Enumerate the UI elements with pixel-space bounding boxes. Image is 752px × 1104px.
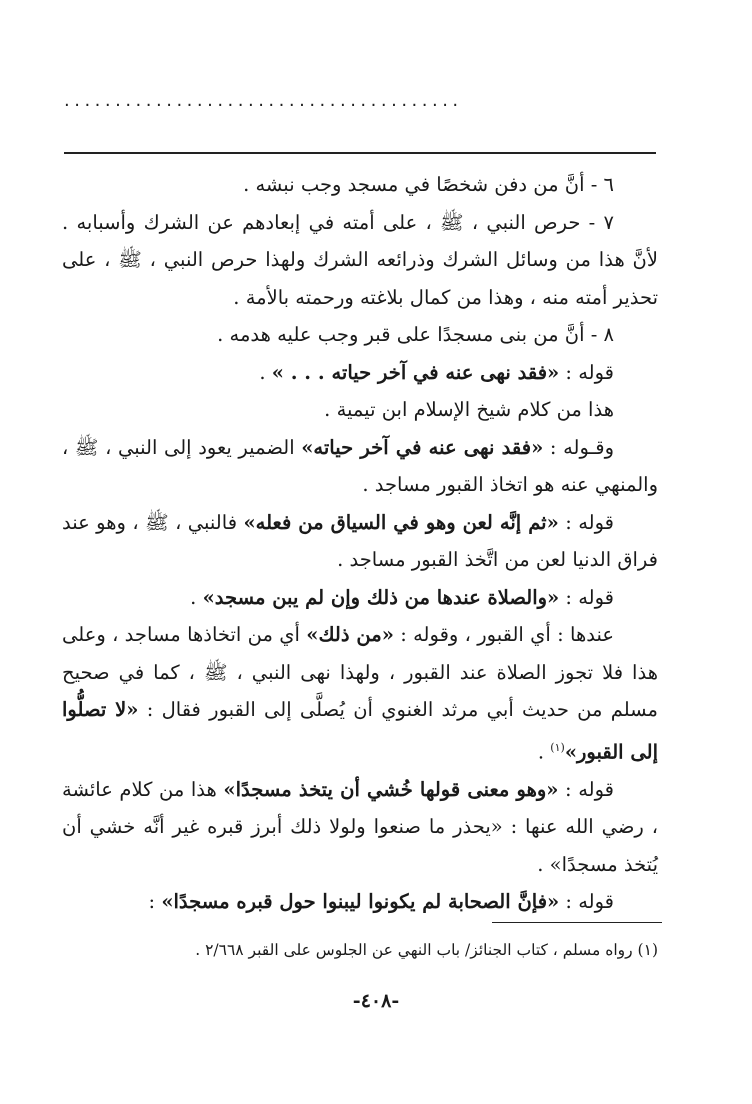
lead-text: عندها : أي القبور ، وقوله :	[393, 623, 615, 646]
header-dots: .......................................	[64, 90, 463, 111]
header-rule	[64, 152, 656, 154]
lead-text: قوله :	[558, 777, 614, 801]
quote-paragraph-4	[62, 579, 658, 617]
quoted-text: «من ذلك»	[306, 623, 394, 646]
trail-text: .	[190, 585, 203, 609]
lead-text: قوله :	[558, 510, 615, 534]
quoted-text: «وهو معنى قولها خُشي أن يتخذ مسجدًا»	[223, 777, 559, 801]
footnote-rule	[492, 922, 662, 923]
paragraph-8: ٨ - أنَّ من بنى مسجدًا على قبر وجب عليه هدمه .	[217, 323, 614, 346]
quote-paragraph-1	[62, 354, 658, 392]
trail-text: .	[259, 360, 272, 384]
lead-text: قوله :	[559, 890, 614, 913]
quote-paragraph-2	[62, 429, 658, 504]
hadith-quote: «لا تصلُّوا إلى القبور»	[62, 698, 658, 763]
middle-text: أي من اتخاذها مساجد ، وعلى هذا فلا تجوز الصلاة عند القبور ، ولهذا نهى النبي ، ﷺ ، كما في صحيح مسلم من حديث أبي مرثد الغنوي أن يُصلَّى إلى القبور فقال :	[62, 623, 658, 721]
lead-text: وقـوله :	[543, 435, 615, 459]
quoted-text: «فقد نهى عنه في آخر حياته . . . »	[271, 360, 560, 384]
paragraph-7: ٧ - حرص النبي ، ﷺ ، على أمته في إبعادهم عن الشرك وأسبابه . لأنَّ هذا من وسائل الشرك وذرائعه الشرك ولهذا حرص النبي ، ﷺ ، على تحذير أمته منه ، وهذا من كمال بلاغته ورحمته بالأمة .	[62, 210, 658, 309]
quoted-text: «فإنَّ الصحابة لم يكونوا ليبنوا حول قبره مسجدًا»	[161, 890, 560, 913]
trail-text: الضمير يعود إلى النبي ، ﷺ ، والمنهي عنه هو اتخاذ القبور مساجد .	[62, 435, 658, 496]
quoted-text: «والصلاة عندها من ذلك وإن لم يبن مسجد»	[202, 585, 560, 609]
quote-paragraph-5	[62, 616, 658, 771]
lead-text: قوله :	[559, 360, 614, 384]
quote-paragraph-7	[62, 883, 658, 921]
quoted-text: «ثم إنَّه لعن وهو في السياق من فعله»	[243, 510, 559, 534]
quote-paragraph-6	[62, 771, 658, 884]
quoted-text: «فقد نهى عنه في آخر حياته»	[301, 435, 544, 459]
trail-text: هذا من كلام عائشة ، رضي الله عنها : «يحذر ما صنعوا ولولا ذلك أبرز قبره غير أنَّه خشي أن يُتخذ مسجدًا» .	[62, 777, 658, 876]
footnote-ref: (١)	[550, 740, 565, 754]
footnote: (١) رواه مسلم ، كتاب الجنائز/ باب النهي عن الجلوس على القبر ٢/٦٦٨ .	[195, 941, 658, 959]
trail-text: :	[148, 890, 162, 913]
paragraph-6: ٦ - أنَّ من دفن شخصًا في مسجد وجب نبشه .	[243, 173, 614, 196]
trail-text: فالنبي ، ﷺ ، وهو عند فراق الدنيا لعن من اتَّخذ القبور مساجد .	[62, 510, 658, 571]
lead-text: قوله :	[559, 585, 614, 609]
page-number: -٤٠٨-	[352, 990, 400, 1012]
commentary-paragraph-1: هذا من كلام شيخ الإسلام ابن تيمية .	[324, 398, 614, 421]
quote-paragraph-3	[62, 504, 658, 579]
trail-text: .	[537, 740, 551, 763]
main-text	[62, 166, 658, 921]
